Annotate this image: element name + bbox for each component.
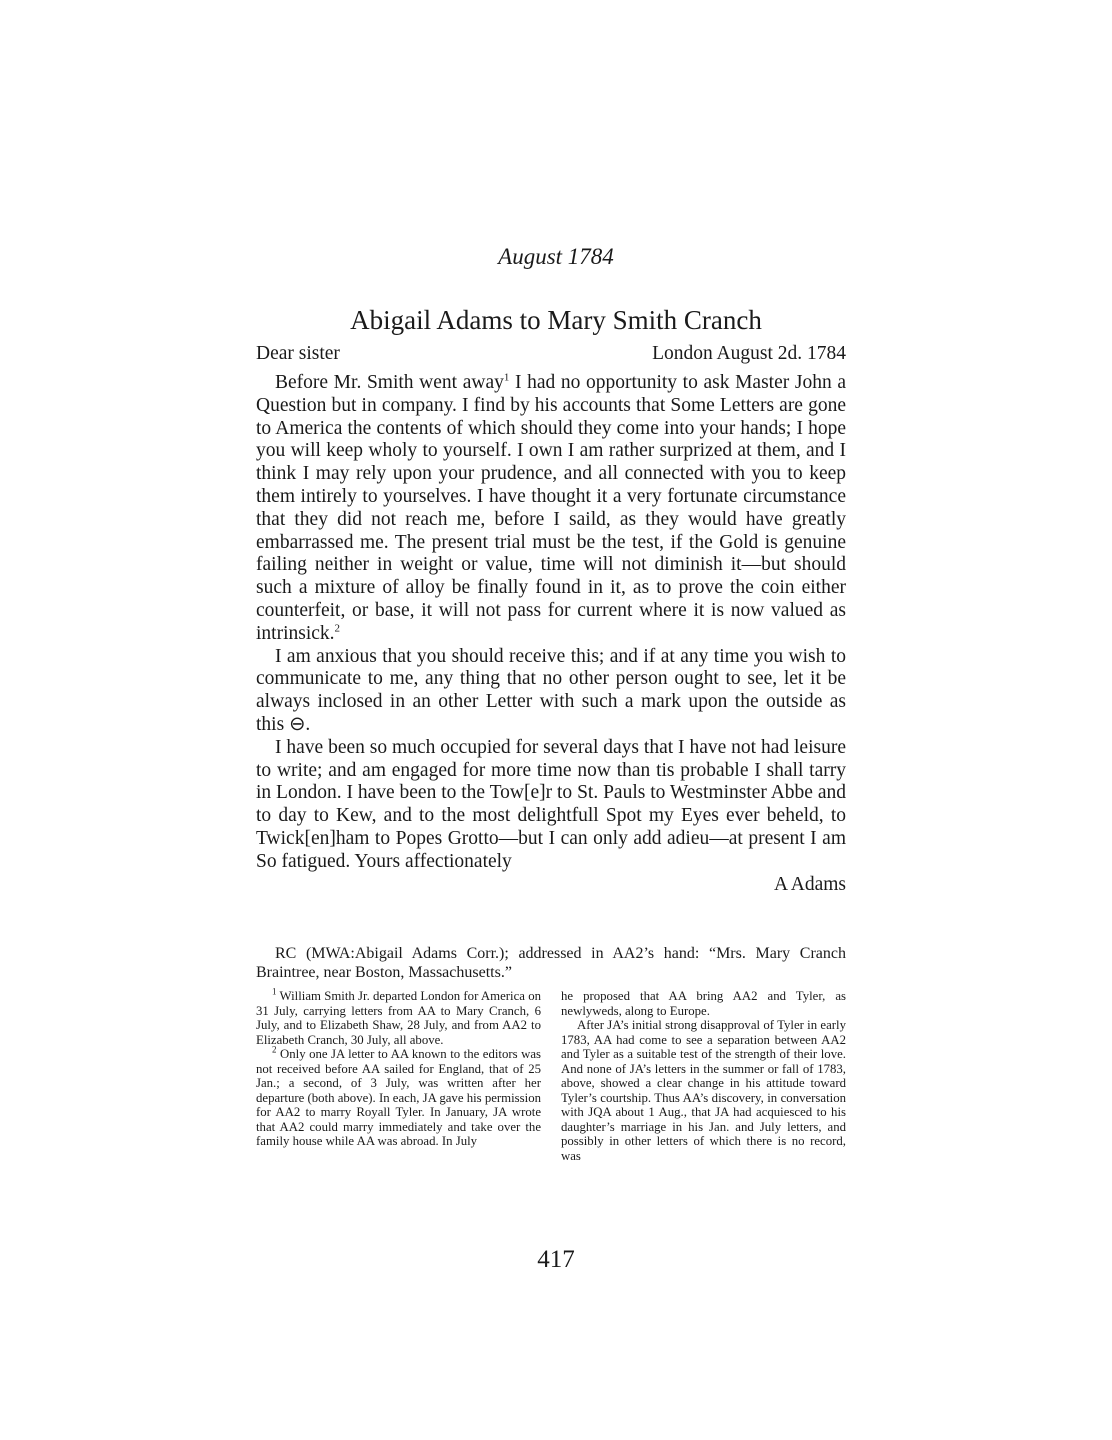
paragraph-1-text: I had no opportunity to ask Master John a Question but in company. I find by his accounts that Some Letters are gone to America the contents of which should they come into your hands; I hope you will keep wholy to yourself. I own I am rather surprized at them, and I think I may rely upon your prudence, and all connected with you to keep them intirely to yourselves. I have thought it a very fortunate circumstance that they did not reach me, before I saild, as they would have greatly embarrassed me. The present trial must be the test, if the Gold is genuine failing neither in weight or value, time will not diminish it—but should such a mixture of alloy be finally found in it, as to prove the coin either counterfeit, or base, it will not pass for current where it is now valued as intrinsick. [256,372,846,644]
paragraph-2-end: . [305,713,311,735]
footnote-ref-1: 1 [503,371,510,384]
footnote-1-text: William Smith Jr. departed London for America on 31 July, carrying letters from AA to Mary Cranch, 6 July, and to Elizabeth Shaw, 28 July, and from AA2 to Elizabeth Cranch, 30 July, all above. [256,989,541,1047]
footnotes-right-column [561,989,846,1163]
source-note-text: RC (MWA:Abigail Adams Corr.); addressed in AA2’s hand: “Mrs. Mary Cranch Braintree, near Boston, Massachusetts.” [256,945,846,981]
salutation: Dear sister [256,343,340,364]
footnote-1-number: 1 [272,986,277,997]
paragraph-2 [256,646,846,737]
footnotes [256,986,846,1163]
footnote-2-text: Only one JA letter to AA known to the editors was not received before AA sailed for England, that of 25 Jan.; a second, of 3 July, was written after her departure (both above). In each, JA gave his permission for AA2 to marry Royall Tyler. In January, JA wrote that AA2 could marry immediately and take over the family house while AA was abroad. In July [256,1047,541,1148]
footnote-2 [256,1044,541,1149]
footnote-1 [256,986,541,1047]
letter-title: Abigail Adams to Mary Smith Cranch [350,305,762,335]
paragraph-1-opening: Before Mr. Smith went away [275,372,504,393]
letter-body [256,372,846,896]
signature: A Adams [773,873,846,895]
footnote-2-number: 2 [272,1044,277,1055]
running-head: August 1784 [498,244,614,269]
dateline-row [256,343,846,365]
page-number: 417 [537,1246,575,1273]
footnote-2-continued: he proposed that AA bring AA2 and Tyler, as newlyweds, along to Europe. [561,989,846,1018]
place-date: London August 2d. 1784 [652,343,846,364]
source-note [256,944,846,982]
footnote-ref-2: 2 [334,622,341,635]
footnotes-left-column [256,986,541,1163]
paragraph-1 [256,372,846,646]
secret-mark-icon: ⊖ [289,713,306,735]
paragraph-2-text: I am anxious that you should receive this; and if at any time you wish to communicate to me, any thing that no other person ought to see, let it be always inclosed in an other Letter with such a mark upon the outside as this [256,645,846,735]
paragraph-3: I have been so much occupied for several days that I have not had leisure to write; and am engaged for more time now than tis probable I shall tarry in London. I have been to the Tow[e]r to St. Pauls to Westminster Abbe and to day to Kew, and to the most delightfull Spot my Eyes ever beheld, to Twick[en]ham to Popes Grotto—but I can only add adieu—at present I am So fatigued. Yours affectionately [256,736,846,872]
footnote-2-paragraph-2: After JA’s initial strong disapproval of Tyler in early 1783, AA had come to see a separation between AA2 and Tyler as a suitable test of the strength of their love. And none of JA’s letters in the summer or fall of 1783, above, showed a clear change in his attitude toward Tyler’s courtship. Thus AA’s discovery, in conversation with JQA about 1 Aug., that JA had acquiesced to his daughter’s marriage in his Jan. and July letters, and possibly in other letters of which there is no record, was [561,1018,846,1163]
